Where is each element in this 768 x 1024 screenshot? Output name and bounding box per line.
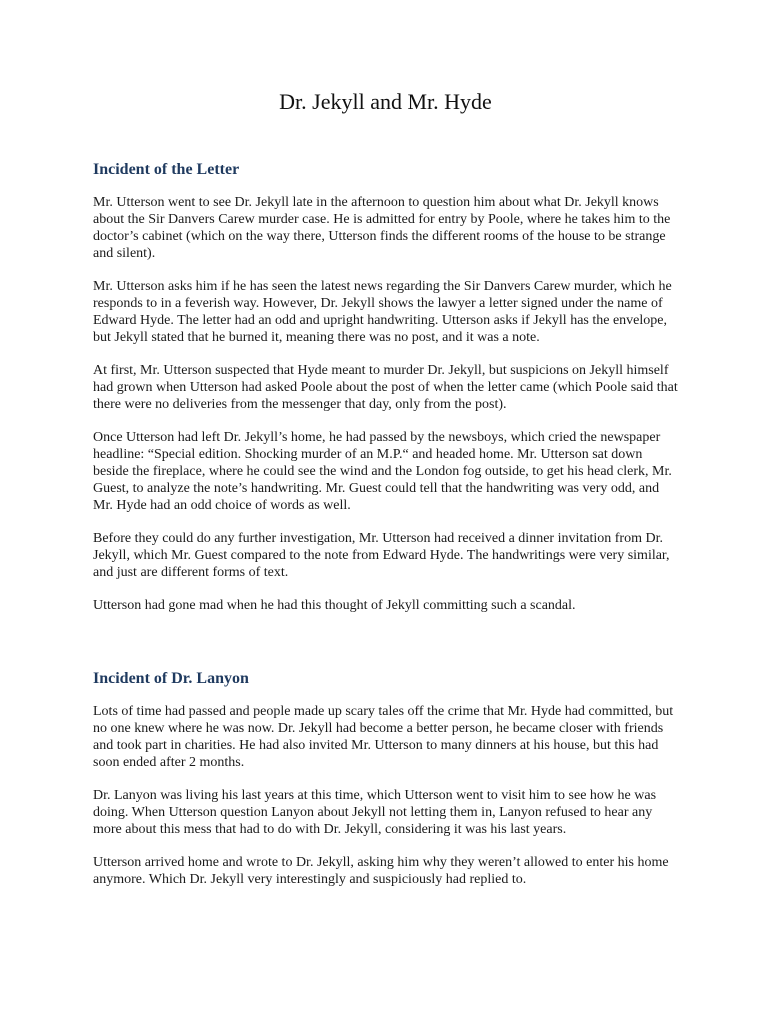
paragraph: Mr. Utterson went to see Dr. Jekyll late in the afternoon to question him about what Dr. Jekyll knows about the Sir Danvers Carew murder case. He is admitted for entry by Poole, where he takes him to the doctor’s cabinet (which on the way there, Utterson finds the different rooms of the house to be strange and silent). xyxy=(93,195,671,261)
paragraph: Utterson arrived home and wrote to Dr. Jekyll, asking him why they weren’t allowed to enter his home anymore. Which Dr. Jekyll very interestingly and suspiciously had replied to. xyxy=(93,855,669,887)
paragraph: Before they could do any further investigation, Mr. Utterson had received a dinner invitation from Dr. Jekyll, which Mr. Guest compared to the note from Edward Hyde. The handwritings were very similar, and just are different forms of text. xyxy=(93,531,670,580)
section-incident-of-dr-lanyon xyxy=(93,669,678,904)
paragraph: Lots of time had passed and people made up scary tales off the crime that Mr. Hyde had committed, but no one knew where he was now. Dr. Jekyll had become a better person, he became closer with friends and took part in charities. He had also invited Mr. Utterson to many dinners at his house, but this had soon ended after 2 months. xyxy=(93,704,674,770)
paragraph: Dr. Lanyon was living his last years at this time, which Utterson went to visit him to see how he was doing. When Utterson question Lanyon about Jekyll not letting them in, Lanyon refused to hear any more about this mess that had to do with Dr. Jekyll, considering it was his last years. xyxy=(93,788,657,837)
section-heading: Incident of Dr. Lanyon xyxy=(93,670,249,687)
paragraph: Mr. Utterson asks him if he has seen the latest news regarding the Sir Danvers Carew murder, which he responds to in a feverish way. However, Dr. Jekyll shows the lawyer a letter signed under the name of Edward Hyde. The letter had an odd and upright handwriting. Utterson asks if Jekyll has the envelope, but Jekyll stated that he burned it, meaning there was no post, and it was a note. xyxy=(93,279,672,345)
paragraph: Utterson had gone mad when he had this thought of Jekyll committing such a scandal. xyxy=(93,598,576,613)
section-heading: Incident of the Letter xyxy=(93,161,240,178)
paragraph: Once Utterson had left Dr. Jekyll’s home, he had passed by the newsboys, which cried the newspaper headline: “Special edition. Shocking murder of an M.P.“ and headed home. Mr. Utterson sat down beside the fireplace, where he could see the wind and the London fog outside, to get his head clerk, Mr. Guest, to analyze the note’s handwriting. Mr. Guest could tell that the handwriting was very odd, and Mr. Hyde had an odd choice of words as well. xyxy=(93,430,672,513)
section-incident-of-the-letter xyxy=(93,160,678,630)
paragraph: At first, Mr. Utterson suspected that Hyde meant to murder Dr. Jekyll, but suspicions on Jekyll himself had grown when Utterson had asked Poole about the post of when the letter came (which Poole said that there were no deliveries from the messenger that day, only from the post). xyxy=(93,363,678,412)
document-title: Dr. Jekyll and Mr. Hyde xyxy=(279,89,492,114)
